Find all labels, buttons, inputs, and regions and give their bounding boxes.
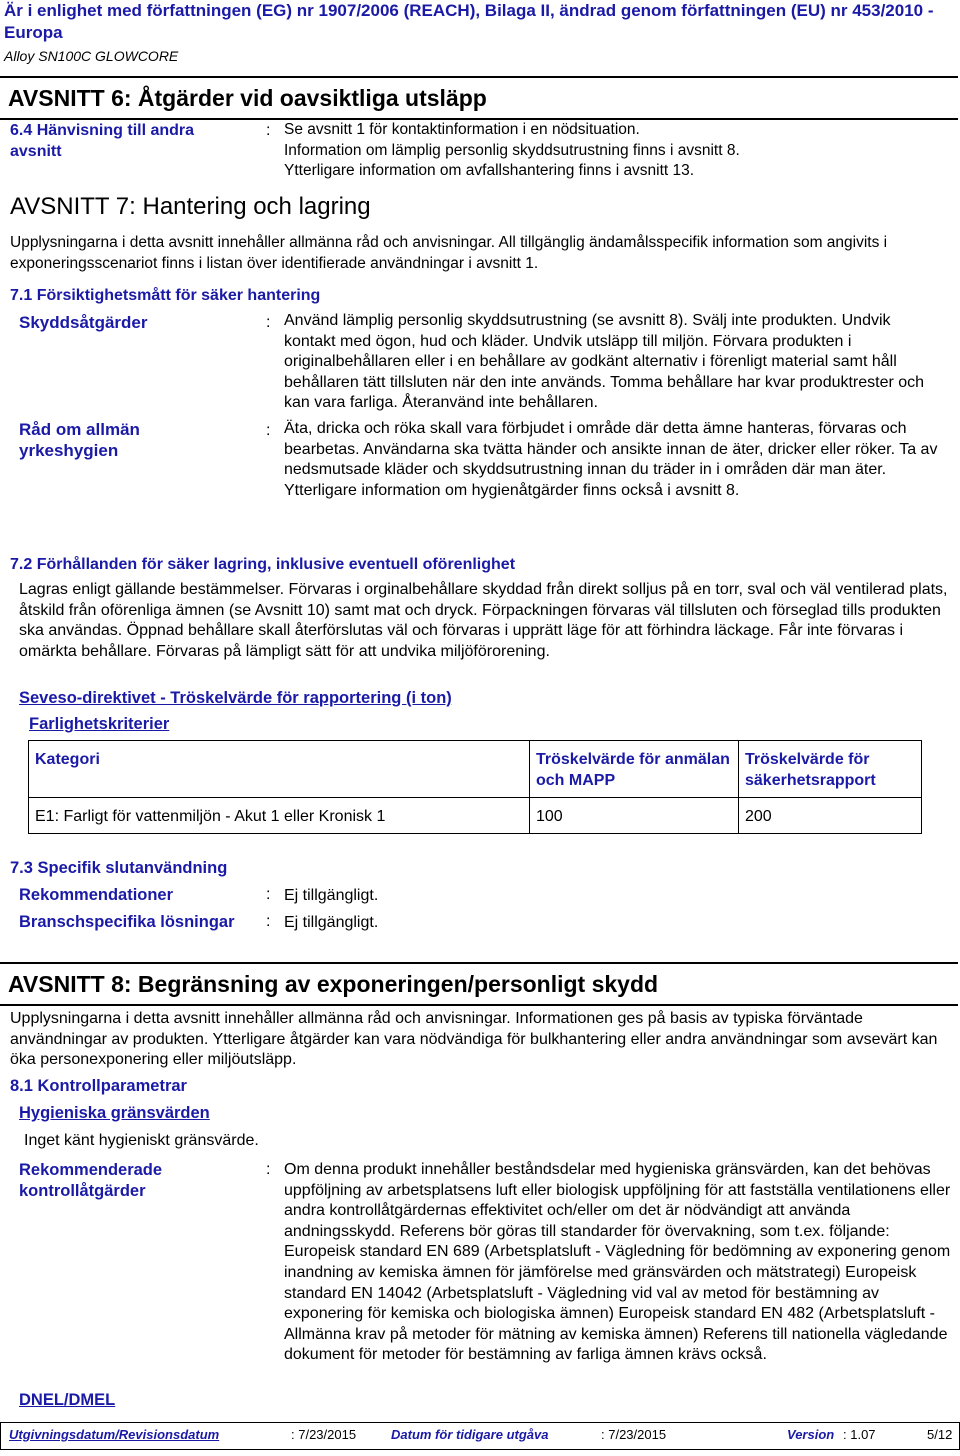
colon: :: [266, 314, 271, 331]
section-7-2-text: Lagras enligt gällande bestämmelser. Förvaras i orginalbehållare skyddad från direkt solljus på en torr, sval och väl ventilerad plats, åtskild från oförenliga ämnen (se Avsnitt 10) samt mat och dryck. Förpackningen förvaras väl tillsluten och förseglad tills produkten ska användas. Öppnad behållare skall återförslutas väl och förvaras i upprätt läge för att förhindra läckage. Får inte förvaras i omärkta behållare. Förvaras på lämpligt sätt för att undvika miljöförorening.: [19, 581, 948, 660]
section-7-3-heading: 7.3 Specifik slutanvändning: [10, 859, 228, 877]
previous-date-label: Datum för tidigare utgåva: [391, 1427, 549, 1442]
recommendations-value: Ej tillgängligt.: [284, 887, 379, 904]
recommendations-label: Rekommendationer: [19, 886, 174, 904]
protective-measures-label: Skyddsåtgärder: [19, 313, 148, 332]
table-cell-category: E1: Farligt för vattenmiljön - Akut 1 eller Kronisk 1: [29, 798, 530, 834]
issue-date-value: : 7/23/2015: [291, 1427, 357, 1442]
industry-solutions-value: Ej tillgängligt.: [284, 914, 379, 931]
table-cell-safety-report: 200: [739, 798, 922, 834]
dnel-dmel-heading: DNEL/DMEL: [19, 1391, 116, 1409]
section-6-title: AVSNITT 6: Åtgärder vid oavsiktliga utsläpp: [8, 85, 487, 111]
section-8-intro: Upplysningarna i detta avsnitt innehåller allmänna råd och anvisningar. Informationen ges på basis av typiska förväntade användningar av produkten. Ytterligare åtgärder kan vara nödvändiga för bulkhantering eller andra användningar som avsevärt kan öka personexponering eller miljöutsläpp.: [10, 1010, 938, 1069]
ref-other-sections-text: Se avsnitt 1 för kontaktinformation i en nödsituation. Information om lämplig personlig skyddsutrustning finns i avsnitt 8. Ytterligare information om avfallshantering finns i avsnitt 13.: [284, 121, 740, 179]
protective-measures-text: Använd lämplig personlig skyddsutrustning (se avsnitt 8). Svälj inte produkten. Undvik kontakt med ögon, hud och kläder. Undvik utsläpp till miljön. Förvara produkten i originalbehållaren eller i en behållare av godkänt alternativ i förenligt material samt håll behållaren tätt tillsluten när den inte används. Tomma behållare har kvar produktrester och kan vara farliga. Återanvänd inte behållaren.: [284, 312, 925, 412]
hygiene-limits-text: Inget känt hygieniskt gränsvärde.: [24, 1132, 259, 1149]
section-7-2-heading: 7.2 Förhållanden för säker lagring, inklusive eventuell oförenlighet: [10, 556, 516, 573]
issue-date-label: Utgivningsdatum/Revisionsdatum: [9, 1427, 220, 1442]
section-7-1-heading: 7.1 Försiktighetsmått för säker hantering: [10, 287, 321, 304]
section-6-header: [0, 76, 958, 120]
hygiene-advice-text: Äta, dricka och röka skall vara förbjudet i område där detta ämne hanteras, förvaras och bearbetas. Användarna ska tvätta händer och ansikte innan de äter, dricker eller röker. Ta av nedsmutsade kläder och skyddsutrustning innan du träder in i områden där man äter. Ytterligare information om hygienåtgärder finns också i avsnitt 8.: [284, 420, 938, 499]
seveso-table: [28, 740, 922, 834]
hazard-criteria-heading: Farlighetskriterier: [29, 715, 170, 733]
colon: :: [266, 886, 271, 903]
table-header-mapp: Tröskelvärde för anmälan och MAPP: [530, 741, 739, 798]
section-8-header: [0, 962, 958, 1006]
table-header-category: Kategori: [29, 741, 530, 798]
table-cell-mapp: 100: [530, 798, 739, 834]
colon: :: [266, 122, 271, 139]
seveso-heading: Seveso-direktivet - Tröskelvärde för rapportering (i ton): [19, 689, 452, 707]
section-8-1-heading: 8.1 Kontrollparametrar: [10, 1077, 187, 1095]
page-number: 5/12: [927, 1427, 953, 1442]
version-value: : 1.07: [843, 1427, 876, 1442]
table-header-safety-report: Tröskelvärde för säkerhetsrapport: [739, 741, 922, 798]
section-8-title: AVSNITT 8: Begränsning av exponeringen/personligt skydd: [8, 971, 659, 997]
previous-date-value: : 7/23/2015: [601, 1427, 667, 1442]
recommended-control-text: Om denna produkt innehåller beståndsdelar med hygieniska gränsvärden, kan det behövas uppföljning av arbetsplatsens luft eller biologisk uppföljning för att fastställa ventilationens eller andra kontrollåtgärdernas effektivitet och/eller om det är nödvändigt att använda andningsskydd. Referens bör göras till standarder för övervakning, som t.ex. följande: Europeisk standard EN 689 (Arbetsplatsluft - Vägledning för bedömning av exponering genom inandning av kemiska ämnen för jämförelse med gränsvärden och mätstrategi) Europeisk standard EN 14042 (Arbetsplatsluft - Vägledning vid val av metod för bestämning av exponering för kemiska och biologiska ämnen) Europeisk standard EN 482 (Arbetsplatsluft - Allmänna krav på metoder för mätning av kemiska ämnen) Referens till nationella vägledande dokument för metoder för bestämning av farliga ämnen krävs också.: [284, 1161, 951, 1364]
colon: :: [266, 913, 271, 930]
colon: :: [266, 1161, 271, 1178]
document-header-title: Är i enlighet med författningen (EG) nr 1907/2006 (REACH), Bilaga II, ändrad genom författningen (EU) nr 453/2010 - Europa: [4, 1, 934, 42]
version-label: Version: [787, 1427, 835, 1442]
page-footer: [0, 1422, 960, 1450]
colon: :: [266, 422, 271, 439]
product-name: Alloy SN100C GLOWCORE: [4, 48, 179, 64]
hygiene-limits-heading: Hygieniska gränsvärden: [19, 1104, 210, 1122]
section-7-intro: Upplysningarna i detta avsnitt innehåller allmänna råd och anvisningar. All tillgänglig ändamålsspecifik information som angivits i exponeringsscenariot finns i listan över identifierade användningar i avsnitt 1.: [10, 234, 888, 272]
ref-other-sections-label: 6.4 Hänvisning till andra avsnitt: [10, 122, 195, 160]
recommended-control-label: Rekommenderade kontrollåtgärder: [19, 1161, 163, 1200]
hygiene-advice-label: Råd om allmän yrkeshygien: [19, 420, 140, 460]
section-7-title: AVSNITT 7: Hantering och lagring: [10, 193, 371, 220]
industry-solutions-label: Branschspecifika lösningar: [19, 913, 235, 931]
